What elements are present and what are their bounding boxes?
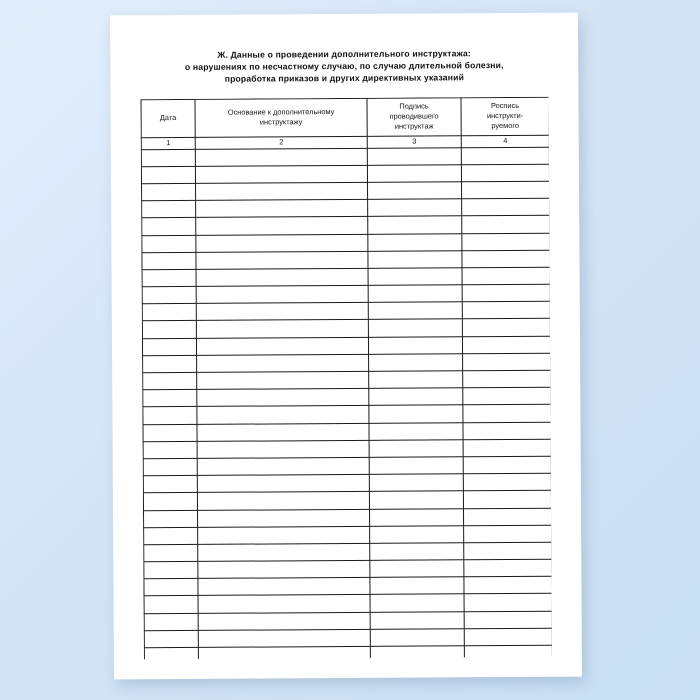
cell-date[interactable] (144, 527, 198, 545)
cell-instructor-signature[interactable] (368, 319, 462, 337)
page-title-line-2: о нарушениях по несчастному случаю, по случаю длительной болезни, (184, 60, 504, 73)
column-header-reason-line-2: инструктажу (259, 117, 303, 127)
cell-reason[interactable] (198, 595, 370, 613)
cell-reason[interactable] (197, 423, 369, 441)
cell-instructor-signature[interactable] (369, 354, 463, 372)
cell-date[interactable] (142, 338, 196, 356)
cell-instructor-signature[interactable] (368, 233, 462, 251)
cell-date[interactable] (144, 544, 198, 562)
cell-reason[interactable] (197, 389, 369, 407)
cell-instructor-signature[interactable] (369, 371, 463, 389)
cell-instructor-signature[interactable] (370, 526, 464, 544)
cell-reason[interactable] (198, 560, 370, 578)
page-title-line-3: проработка приказов и других директивных указаний (224, 72, 465, 85)
table-row[interactable] (144, 645, 552, 659)
cell-date[interactable] (143, 355, 197, 373)
cell-reason[interactable] (198, 578, 370, 596)
cell-instructor-signature[interactable] (368, 251, 462, 269)
cell-trainee-signature[interactable] (463, 387, 551, 405)
cell-date[interactable] (144, 579, 198, 597)
table-header (141, 97, 549, 149)
cell-reason[interactable] (196, 217, 368, 235)
cell-instructor-signature[interactable] (370, 646, 464, 659)
cell-trainee-signature[interactable] (464, 628, 552, 646)
cell-trainee-signature[interactable] (462, 198, 550, 216)
cell-reason[interactable] (198, 543, 370, 561)
cell-reason[interactable] (196, 303, 368, 321)
cell-reason[interactable] (196, 182, 368, 200)
cell-reason[interactable] (196, 200, 368, 218)
cell-reason[interactable] (196, 285, 368, 303)
cell-trainee-signature[interactable] (464, 645, 552, 659)
cell-instructor-signature[interactable] (369, 440, 463, 458)
cell-trainee-signature[interactable] (463, 370, 551, 388)
column-header-trainee-line-2: инструкти- (486, 111, 524, 121)
cell-date[interactable] (142, 252, 196, 270)
cell-reason[interactable] (197, 492, 369, 510)
column-header-instructor-signature (367, 97, 461, 136)
instruction-log-table (140, 96, 551, 658)
cell-reason[interactable] (197, 457, 369, 475)
cell-reason[interactable] (197, 509, 369, 527)
cell-instructor-signature[interactable] (368, 302, 462, 320)
cell-date[interactable] (143, 372, 197, 390)
cell-instructor-signature[interactable] (370, 629, 464, 647)
column-number-3: 3 (367, 135, 461, 148)
column-header-trainee-line-1: Роспись (490, 101, 520, 111)
cell-instructor-signature[interactable] (369, 422, 463, 440)
cell-trainee-signature[interactable] (463, 508, 551, 526)
cell-date[interactable] (141, 166, 195, 184)
table-header-row (141, 97, 549, 137)
cell-trainee-signature[interactable] (463, 473, 551, 491)
cell-instructor-signature[interactable] (368, 216, 462, 234)
cell-date[interactable] (142, 269, 196, 287)
cell-trainee-signature[interactable] (462, 284, 550, 302)
cell-reason[interactable] (195, 165, 367, 183)
cell-trainee-signature[interactable] (463, 491, 551, 509)
column-number-1: 1 (141, 137, 195, 149)
cell-reason[interactable] (196, 251, 368, 269)
page-title-line-1: Ж. Данные о проведении дополнительного инструктажа: (217, 48, 471, 60)
table-body (141, 147, 552, 659)
cell-trainee-signature[interactable] (462, 336, 550, 354)
cell-date[interactable] (143, 476, 197, 494)
table-container (140, 96, 551, 658)
cell-trainee-signature[interactable] (464, 611, 552, 629)
cell-instructor-signature[interactable] (370, 543, 464, 561)
cell-trainee-signature[interactable] (461, 147, 549, 165)
cell-date[interactable] (142, 235, 196, 253)
document-page (110, 13, 582, 680)
cell-instructor-signature[interactable] (369, 405, 463, 423)
cell-reason[interactable] (197, 371, 369, 389)
cell-reason[interactable] (196, 268, 368, 286)
cell-trainee-signature[interactable] (464, 559, 552, 577)
cell-date[interactable] (143, 407, 197, 425)
page-title (144, 47, 544, 86)
column-header-instructor-line-2: проводившего (389, 111, 439, 121)
cell-date[interactable] (144, 613, 198, 631)
cell-trainee-signature[interactable] (462, 302, 550, 320)
cell-instructor-signature[interactable] (370, 560, 464, 578)
cell-trainee-signature[interactable] (463, 353, 551, 371)
cell-trainee-signature[interactable] (463, 456, 551, 474)
column-header-trainee-signature (461, 97, 549, 136)
cell-reason[interactable] (196, 320, 368, 338)
cell-reason[interactable] (196, 234, 368, 252)
cell-date[interactable] (143, 458, 197, 476)
cell-date[interactable] (141, 149, 195, 167)
cell-reason[interactable] (198, 629, 370, 647)
cell-trainee-signature[interactable] (462, 250, 550, 268)
column-header-reason-line-1: Основание к дополнительному (227, 107, 335, 118)
cell-instructor-signature[interactable] (367, 147, 461, 165)
cell-trainee-signature[interactable] (464, 542, 552, 560)
cell-date[interactable] (142, 183, 196, 201)
cell-reason[interactable] (196, 337, 368, 355)
cell-date[interactable] (142, 287, 196, 305)
cell-reason[interactable] (197, 354, 369, 372)
cell-date[interactable] (144, 630, 198, 648)
cell-trainee-signature[interactable] (462, 233, 550, 251)
cell-trainee-signature[interactable] (461, 181, 549, 199)
cell-date[interactable] (144, 647, 198, 658)
cell-trainee-signature[interactable] (462, 319, 550, 337)
cell-reason[interactable] (198, 526, 370, 544)
cell-date[interactable] (144, 562, 198, 580)
cell-reason[interactable] (198, 612, 370, 630)
cell-reason[interactable] (198, 646, 370, 658)
cell-date[interactable] (143, 441, 197, 459)
cell-instructor-signature[interactable] (369, 474, 463, 492)
column-number-4: 4 (461, 135, 549, 148)
column-header-date (141, 99, 195, 137)
cell-trainee-signature[interactable] (462, 267, 550, 285)
cell-instructor-signature[interactable] (368, 285, 462, 303)
cell-reason[interactable] (197, 440, 369, 458)
cell-instructor-signature[interactable] (370, 611, 464, 629)
cell-trainee-signature[interactable] (464, 525, 552, 543)
cell-trainee-signature[interactable] (463, 405, 551, 423)
cell-instructor-signature[interactable] (369, 508, 463, 526)
cell-date[interactable] (143, 390, 197, 408)
cell-date[interactable] (142, 201, 196, 219)
cell-date[interactable] (143, 510, 197, 528)
cell-date[interactable] (143, 493, 197, 511)
cell-trainee-signature[interactable] (463, 422, 551, 440)
column-header-date-line-1: Дата (159, 113, 177, 123)
cell-reason[interactable] (197, 406, 369, 424)
cell-reason[interactable] (195, 148, 367, 166)
cell-instructor-signature[interactable] (368, 336, 462, 354)
cell-instructor-signature[interactable] (368, 199, 462, 217)
cell-instructor-signature[interactable] (369, 491, 463, 509)
cell-trainee-signature[interactable] (463, 439, 551, 457)
column-header-reason (195, 98, 367, 137)
cell-instructor-signature[interactable] (370, 594, 464, 612)
cell-reason[interactable] (197, 475, 369, 493)
cell-date[interactable] (142, 218, 196, 236)
column-header-trainee-line-3: руемого (491, 120, 519, 131)
cell-instructor-signature[interactable] (369, 388, 463, 406)
cell-date[interactable] (143, 424, 197, 442)
column-number-2: 2 (195, 136, 367, 149)
cell-instructor-signature[interactable] (368, 182, 462, 200)
cell-instructor-signature[interactable] (369, 457, 463, 475)
cell-date[interactable] (142, 321, 196, 339)
cell-instructor-signature[interactable] (370, 577, 464, 595)
cell-instructor-signature[interactable] (368, 268, 462, 286)
column-header-instructor-line-1: Подпись (399, 101, 429, 112)
cell-trainee-signature[interactable] (461, 164, 549, 182)
cell-trainee-signature[interactable] (464, 577, 552, 595)
cell-instructor-signature[interactable] (367, 165, 461, 183)
cell-trainee-signature[interactable] (462, 216, 550, 234)
cell-date[interactable] (144, 596, 198, 614)
cell-date[interactable] (142, 304, 196, 322)
cell-trainee-signature[interactable] (464, 594, 552, 612)
column-header-instructor-line-3: инструктаж (394, 121, 434, 131)
